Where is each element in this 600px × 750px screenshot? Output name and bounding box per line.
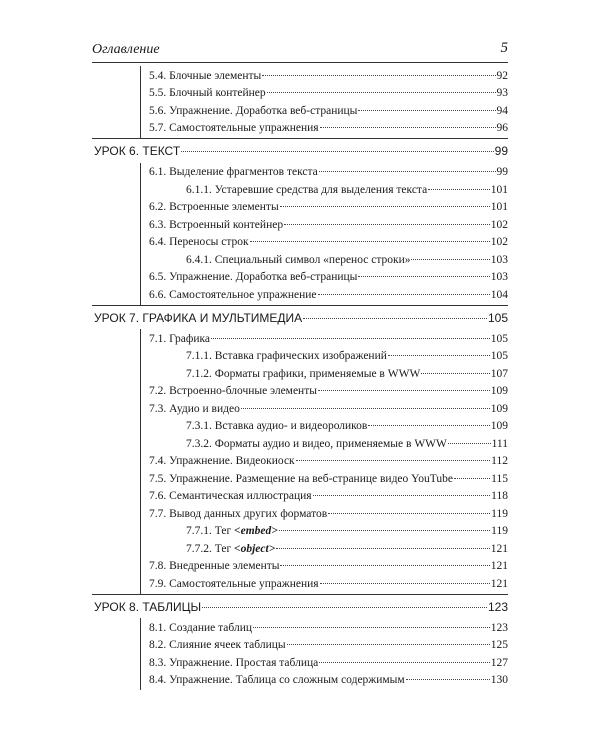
entry-title xyxy=(149,558,279,576)
entry-text: 5.6. Упражнение. Доработка веб-страницы xyxy=(149,104,358,117)
entry-title xyxy=(149,331,210,349)
entry-text: 6.5. Упражнение. Доработка веб-страницы xyxy=(149,271,358,283)
entry-title xyxy=(149,672,405,690)
page-ref: 92 xyxy=(496,69,508,82)
page-ref: 121 xyxy=(490,542,508,555)
entry-text: 6.4. Переносы строк xyxy=(149,236,249,248)
page-ref: 101 xyxy=(490,183,508,196)
entry-title xyxy=(149,401,240,419)
entry-text: 7.1.1. Вставка графических изображений xyxy=(186,350,387,362)
entry-text: 7.5. Упражнение. Размещение на веб-странице видео YouTube xyxy=(149,472,454,485)
entry-text: 6.1.1. Устаревшие средства для выделения текста xyxy=(186,183,428,196)
entry-text: 6.4.1. Специальный символ «перенос строки» xyxy=(186,253,411,266)
page-ref: 99 xyxy=(496,166,508,178)
dot-leader xyxy=(318,379,490,392)
dot-leader xyxy=(411,247,489,260)
entry-text: 6.6. Самостоятельное упражнение xyxy=(149,288,317,301)
page-ref: 103 xyxy=(490,271,508,283)
toc-chapter-entry[interactable] xyxy=(92,142,508,160)
table-of-contents xyxy=(92,66,508,690)
dot-leader xyxy=(320,116,496,129)
dot-leader xyxy=(454,466,490,479)
toc-section xyxy=(92,139,508,305)
page-ref: 123 xyxy=(487,599,508,614)
chapter-title: УРОК 8. ТАБЛИЦЫ xyxy=(94,599,202,614)
page-ref: 96 xyxy=(496,122,508,134)
entry-text: 7.4. Упражнение. Видеокиоск xyxy=(149,455,295,467)
entry-text: 6.2. Встроенные элементы xyxy=(149,201,279,213)
entry-text: 7.8. Внедренные элементы xyxy=(149,560,280,572)
dot-leader xyxy=(319,650,490,663)
toc-entry[interactable] xyxy=(92,452,508,470)
toc-entry[interactable] xyxy=(92,119,508,137)
page-ref: 105 xyxy=(490,332,508,345)
entry-title xyxy=(149,85,266,103)
page-ref: 94 xyxy=(496,104,508,117)
page-ref: 121 xyxy=(490,577,508,590)
dot-leader xyxy=(358,265,489,278)
entry-text: 7.1.2. Форматы графики, применяемые в WWW xyxy=(186,367,421,380)
entry-title xyxy=(149,234,249,252)
dot-leader xyxy=(428,177,490,190)
entry-text: 7.3. Аудио и видео xyxy=(149,402,240,415)
entry-title xyxy=(149,637,286,655)
dot-leader xyxy=(262,63,495,76)
entry-text: 7.7. Вывод данных других форматов xyxy=(149,507,328,520)
page-ref: 102 xyxy=(490,218,508,231)
entry-title xyxy=(149,287,317,305)
page-ref: 115 xyxy=(491,472,508,485)
entry-title xyxy=(149,120,319,138)
dot-leader xyxy=(358,98,495,111)
toc-entry[interactable] xyxy=(92,285,508,303)
dot-leader xyxy=(280,195,490,208)
page-ref: 118 xyxy=(491,490,508,502)
entry-text: 8.4. Упражнение. Таблица со сложным содержимым xyxy=(149,674,405,686)
dot-leader xyxy=(181,139,493,152)
entry-text: 7.1. Графика xyxy=(149,332,211,345)
entry-text: 7.2. Встроенно-блочные элементы xyxy=(149,385,317,397)
page-ref: 119 xyxy=(491,525,508,537)
entry-text: 7.6. Семантическая иллюстрация xyxy=(149,490,312,502)
entry-text: 5.4. Блочные элементы xyxy=(149,69,262,82)
toc-section xyxy=(92,306,508,594)
entry-title xyxy=(149,199,279,217)
dot-leader xyxy=(448,431,491,444)
page-ref: 103 xyxy=(490,253,508,266)
dot-leader xyxy=(287,633,490,646)
page-ref: 101 xyxy=(490,201,508,213)
entry-title xyxy=(186,523,278,541)
entry-text: 5.5. Блочный контейнер xyxy=(149,87,266,99)
toc-section xyxy=(92,66,508,138)
dot-leader xyxy=(284,212,490,225)
dot-leader xyxy=(211,326,490,339)
toc-chapter-entry[interactable] xyxy=(92,598,508,616)
dot-leader xyxy=(296,449,491,462)
chapter-title: УРОК 6. ТЕКСТ xyxy=(94,144,181,158)
entry-text: 7.7.2. Тег xyxy=(186,542,235,555)
dot-leader xyxy=(279,519,490,532)
dot-leader xyxy=(421,361,489,374)
entry-text: 8.3. Упражнение. Простая таблица xyxy=(149,656,319,669)
dot-leader xyxy=(406,668,490,681)
entry-text: 7.3.2. Форматы аудио и видео, применяемые в WWW xyxy=(186,437,447,450)
entry-text: 6.1. Выделение фрагментов текста xyxy=(149,166,318,178)
page-ref: 102 xyxy=(490,236,508,248)
running-title: Оглавление xyxy=(92,42,160,57)
dot-leader xyxy=(253,615,490,628)
entry-title xyxy=(149,453,295,471)
chapter-title: УРОК 7. ГРАФИКА И МУЛЬТИМЕДИА xyxy=(94,310,303,325)
entry-text: 7.7.1. Тег xyxy=(186,525,235,537)
page-ref: 105 xyxy=(490,350,508,362)
toc-entry[interactable] xyxy=(92,417,508,435)
page-ref: 123 xyxy=(490,621,508,634)
entry-text: 8.1. Создание таблиц xyxy=(149,621,253,634)
entry-title xyxy=(149,620,252,638)
entry-text: 7.3.1. Вставка аудио- и видеороликов xyxy=(186,420,368,432)
toc-entry[interactable] xyxy=(92,574,508,592)
page-ref: 125 xyxy=(490,639,508,651)
tag-name: <embed> xyxy=(234,525,278,537)
dot-leader xyxy=(250,230,490,243)
page-ref: 109 xyxy=(490,420,508,432)
page-ref: 112 xyxy=(491,455,508,467)
page-ref: 121 xyxy=(490,560,508,572)
dot-leader xyxy=(319,160,496,173)
entry-title xyxy=(149,655,318,673)
entry-title xyxy=(186,348,387,366)
toc-entry[interactable] xyxy=(92,671,508,689)
page-ref: 105 xyxy=(487,310,508,325)
toc-section xyxy=(92,595,508,691)
page-ref: 127 xyxy=(490,656,508,669)
dot-leader xyxy=(280,554,489,567)
dot-leader xyxy=(328,501,490,514)
tag-name: <object> xyxy=(234,542,276,555)
entry-title xyxy=(149,488,312,506)
page-ref: 119 xyxy=(491,507,508,520)
entry-title xyxy=(149,576,319,594)
page-ref: 93 xyxy=(496,87,508,99)
entry-title xyxy=(149,68,261,86)
page-ref: 104 xyxy=(490,288,508,301)
page-ref: 111 xyxy=(491,437,508,450)
dot-leader xyxy=(276,536,489,549)
dot-leader xyxy=(368,414,489,427)
dot-leader xyxy=(267,81,496,94)
page-ref: 99 xyxy=(494,144,508,158)
toc-chapter-entry[interactable] xyxy=(92,309,508,327)
entry-text: 6.3. Встроенный контейнер xyxy=(149,218,284,231)
dot-leader xyxy=(388,344,490,357)
dot-leader xyxy=(320,571,490,584)
dot-leader xyxy=(241,396,490,409)
page-ref: 130 xyxy=(490,674,508,686)
entry-title xyxy=(149,164,318,182)
dot-leader xyxy=(303,306,487,319)
entry-title xyxy=(186,418,367,436)
dot-leader xyxy=(313,484,491,497)
page-header xyxy=(92,40,508,63)
page-number: 5 xyxy=(500,40,508,56)
page-ref: 109 xyxy=(490,402,508,415)
entry-text: 7.9. Самостоятельные упражнения xyxy=(149,577,319,590)
dot-leader xyxy=(202,595,487,608)
entry-text: 8.2. Слияние ячеек таблицы xyxy=(149,639,286,651)
page-ref: 109 xyxy=(490,385,508,397)
dot-leader xyxy=(318,282,490,295)
entry-title xyxy=(186,541,275,559)
page-ref: 107 xyxy=(490,367,508,380)
entry-text: 5.7. Самостоятельные упражнения xyxy=(149,122,319,134)
